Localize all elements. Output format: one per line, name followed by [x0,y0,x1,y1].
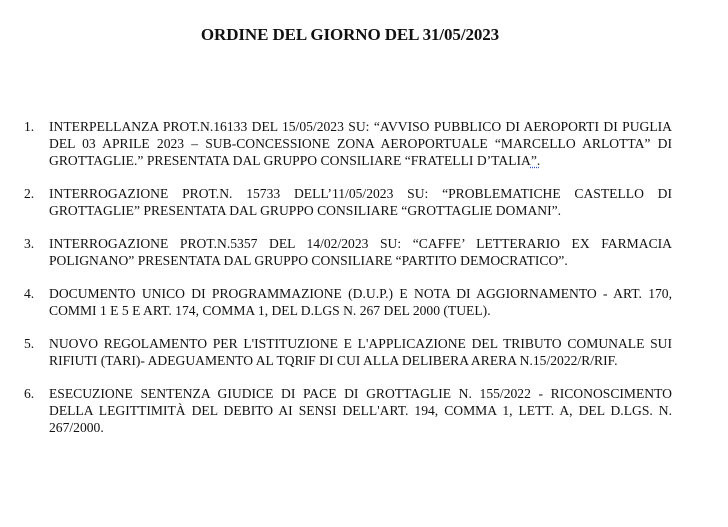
agenda-item-text-main: INTERPELLANZA PROT.N.16133 DEL 15/05/2023 SU: “AVVISO PUBBLICO DI AEROPORTI DI PUGLIA DEL 03 APRILE 2023 – SUB-CONCESSIONE ZONA AEROPORTUALE “MARCELLO ARLOTTA” DI GROTTAGLIE.” PRESENTATA DAL GRUPPO CONSILIARE “FRATELLI D’TALIA [49,119,672,168]
agenda-item-text [49,118,672,169]
agenda-list [24,118,672,452]
agenda-item-text-tail: ”. [530,153,541,168]
agenda-item-number: 6. [24,386,35,401]
agenda-item-text: ESECUZIONE SENTENZA GIUDICE DI PACE DI GROTTAGLIE N. 155/2022 - RICONOSCIMENTO DELLA LEGITTIMITÀ DEL DEBITO AI SENSI DELL'ART. 194, COMMA 1, LETT. A, DEL D.LGS. N. 267/2000. [49,386,672,435]
agenda-item-5 [24,335,672,369]
agenda-item-text: INTERROGAZIONE PROT.N.5357 DEL 14/02/2023 SU: “CAFFE’ LETTERARIO EX FARMACIA POLIGNANO” PRESENTATA DAL GRUPPO CONSILIARE “PARTITO DEMOCRATICO”. [49,236,672,268]
agenda-item-4 [24,285,672,319]
agenda-item-number: 4. [24,286,35,301]
agenda-item-3 [24,235,672,269]
agenda-item-6 [24,385,672,436]
agenda-item-text: DOCUMENTO UNICO DI PROGRAMMAZIONE (D.U.P.) E NOTA DI AGGIORNAMENTO - ART. 170, COMMI 1 E 5 E ART. 174, COMMA 1, DEL D.LGS N. 267 DEL 2000 (TUEL). [49,286,672,318]
agenda-item-1 [24,118,672,169]
agenda-item-text: NUOVO REGOLAMENTO PER L'ISTITUZIONE E L'APPLICAZIONE DEL TRIBUTO COMUNALE SUI RIFIUTI (TARI)- ADEGUAMENTO AL TQRIF DI CUI ALLA DELIBERA ARERA N.15/2022/R/RIF. [49,336,672,368]
agenda-item-number: 2. [24,186,35,201]
agenda-item-2 [24,185,672,219]
agenda-item-number: 1. [24,119,35,134]
document-title: ORDINE DEL GIORNO DEL 31/05/2023 [200,25,500,44]
agenda-item-text: INTERROGAZIONE PROT.N. 15733 DELL’11/05/2023 SU: “PROBLEMATICHE CASTELLO DI GROTTAGLIE” PRESENTATA DAL GRUPPO CONSILIARE “GROTTAGLIE DOMANI”. [49,186,672,218]
agenda-item-number: 3. [24,236,35,251]
agenda-item-number: 5. [24,336,35,351]
